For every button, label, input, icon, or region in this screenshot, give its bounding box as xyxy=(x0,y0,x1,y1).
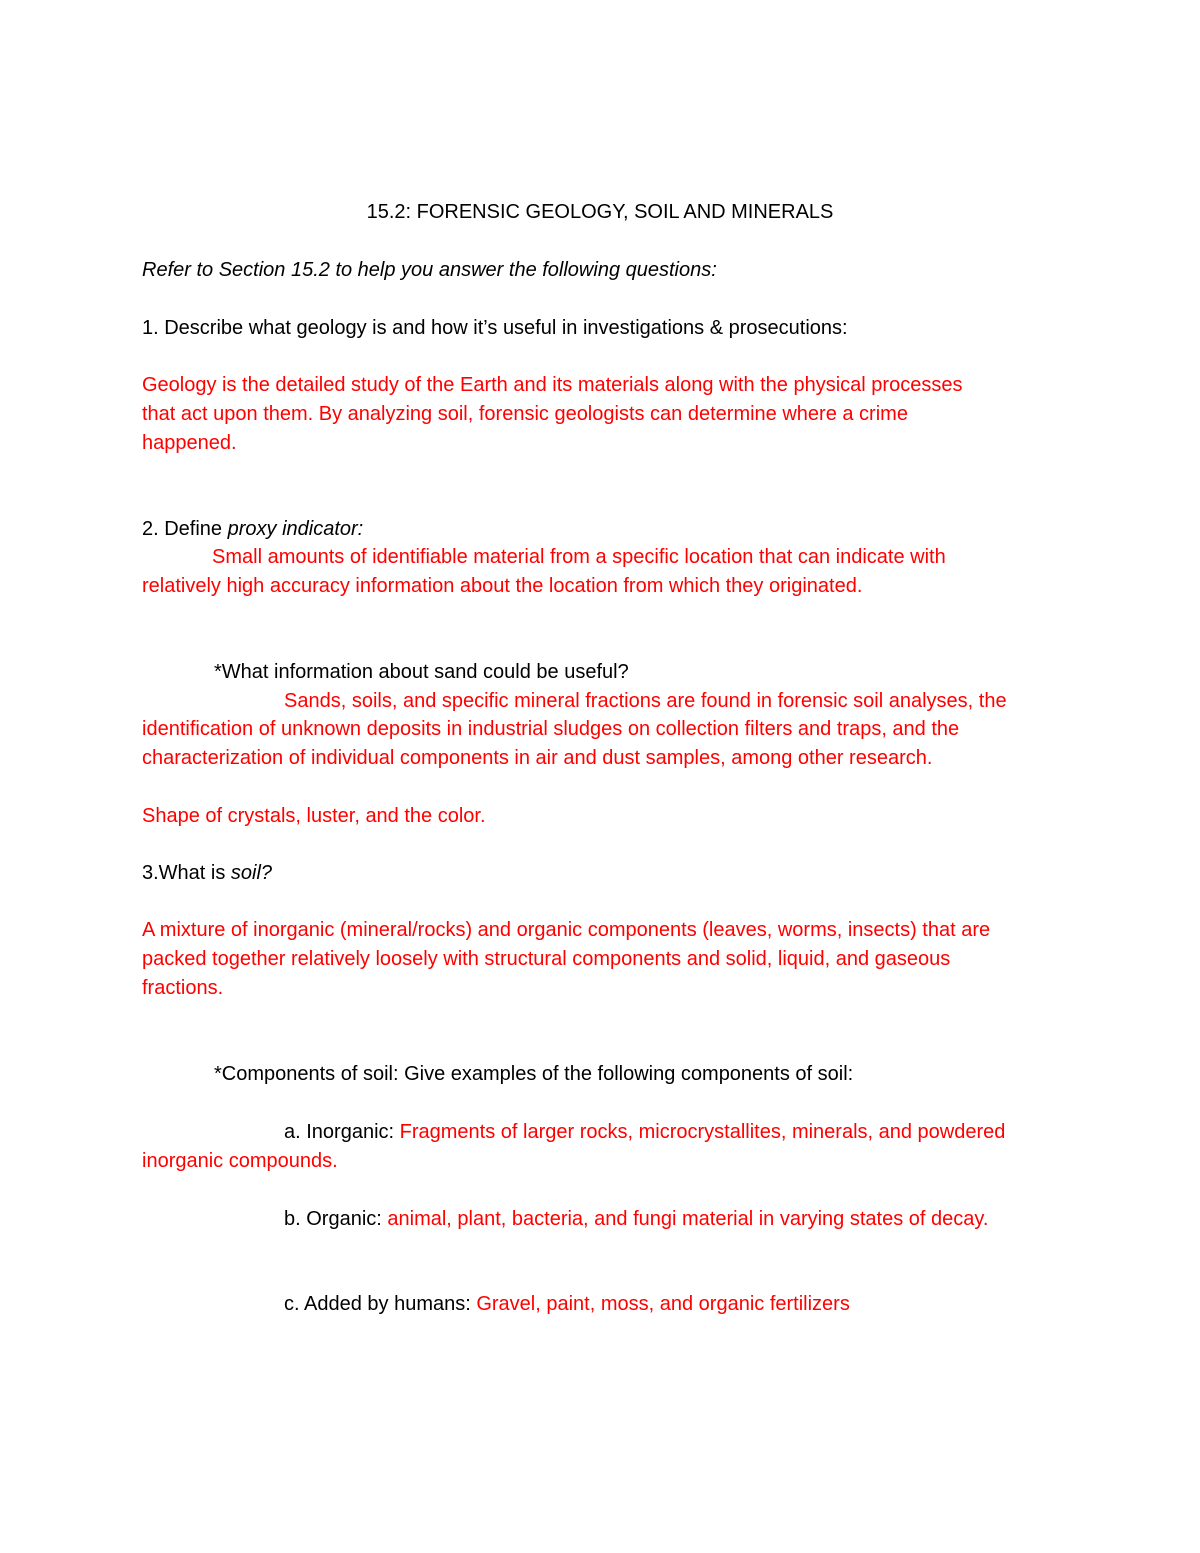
question-1: 1. Describe what geology is and how it’s useful in investigations & prosecutions: xyxy=(142,317,848,339)
answer-3-line-2: packed together relatively loosely with structural components and solid, liquid, and gaseous xyxy=(142,948,951,970)
instruction-text: Refer to Section 15.2 to help you answer the following questions: xyxy=(142,259,717,281)
sub-answer-line-2: identification of unknown deposits in industrial sludges on collection filters and traps, and the xyxy=(142,718,960,740)
answer-2-line-1: Small amounts of identifiable material from a specific location that can indicate with xyxy=(212,546,946,568)
question-2 xyxy=(142,515,363,544)
answer-3-line-1: A mixture of inorganic (mineral/rocks) and organic components (leaves, worms, insects) that are xyxy=(142,919,991,941)
question-3-prefix: 3.What is xyxy=(142,862,231,884)
answer-1-line-3: happened. xyxy=(142,432,237,454)
component-c-answer: Gravel, paint, moss, and organic fertilizers xyxy=(476,1293,850,1315)
component-a xyxy=(284,1118,1005,1147)
component-a-label: a. Inorganic: xyxy=(284,1121,400,1143)
answer-1-line-1: Geology is the detailed study of the Earth and its materials along with the physical processes xyxy=(142,374,963,396)
component-b xyxy=(284,1205,988,1234)
question-3-term: soil? xyxy=(230,862,273,884)
sub-answer-line-3: characterization of individual components in air and dust samples, among other research. xyxy=(142,747,933,769)
component-b-label: b. Organic: xyxy=(284,1208,388,1230)
question-2-sub: *What information about sand could be useful? xyxy=(214,661,629,683)
component-a-answer-line-2: inorganic compounds. xyxy=(142,1150,338,1172)
component-c xyxy=(284,1290,850,1319)
page-title: 15.2: FORENSIC GEOLOGY, SOIL AND MINERALS xyxy=(366,201,834,223)
answer-1-line-2: that act upon them. By analyzing soil, forensic geologists can determine where a crime xyxy=(142,403,908,425)
question-2-term: proxy indicator: xyxy=(227,518,364,540)
components-prompt: *Components of soil: Give examples of the following components of soil: xyxy=(214,1063,854,1085)
answer-3-line-3: fractions. xyxy=(142,977,224,999)
answer-2-line-2: relatively high accuracy information about the location from which they originated. xyxy=(142,575,863,597)
sub-answer-extra: Shape of crystals, luster, and the color. xyxy=(142,805,486,827)
component-c-label: c. Added by humans: xyxy=(284,1293,477,1315)
sub-answer-line-1: Sands, soils, and specific mineral fractions are found in forensic soil analyses, the xyxy=(284,690,1007,712)
question-2-prefix: 2. Define xyxy=(142,518,228,540)
question-3 xyxy=(142,859,272,888)
component-a-answer: Fragments of larger rocks, microcrystallites, minerals, and powdered xyxy=(399,1121,1006,1143)
component-b-answer: animal, plant, bacteria, and fungi material in varying states of decay. xyxy=(387,1208,989,1230)
